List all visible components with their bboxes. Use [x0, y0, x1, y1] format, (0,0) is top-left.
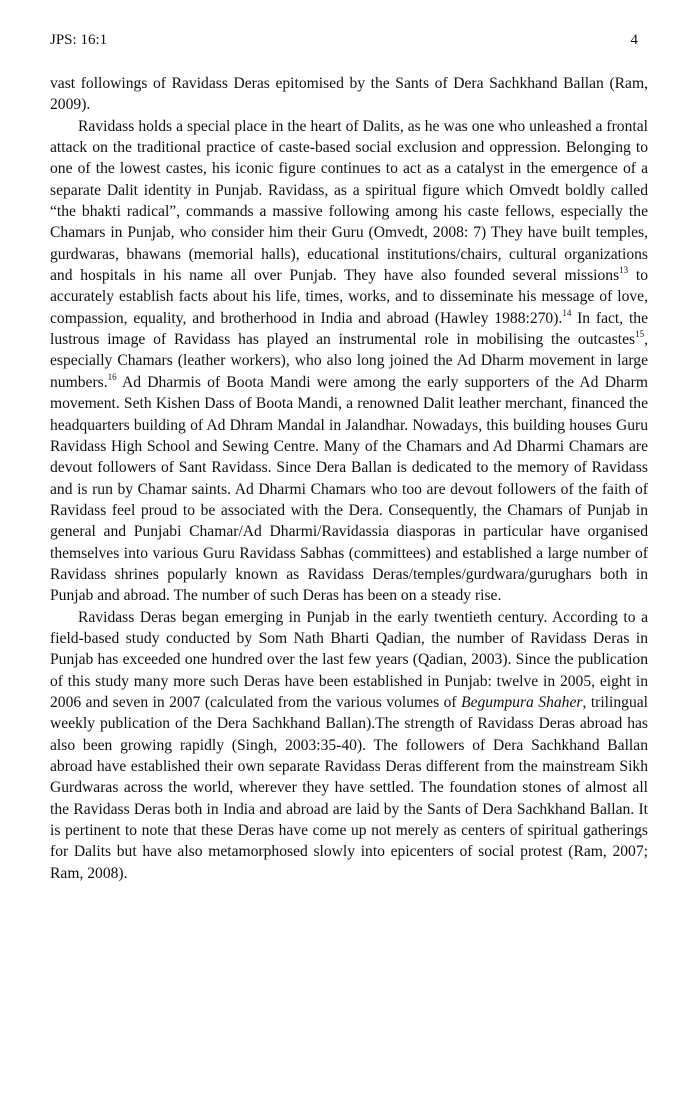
paragraph-text: to accurately establish facts about his life, times, works, and to disseminate his message of love, compassion, equality, and brotherhood in India and abroad (Hawley 1988:270).: [50, 267, 649, 327]
paragraph-text: , trilingual weekly publication of the Dera Sachkhand Ballan).The strength of Ravidass Deras abroad has also been growing rapidly (Singh, 2003:35-40). The followers of Dera Sachkhand Ballan abroad have established their own separate Ravidass Deras different from the mainstream Sikh Gurdwaras across the world, wherever they have settled. The foundation stones of almost all the Ravidass Deras both in India and abroad are laid by the Sants of Dera Sachkhand Ballan. It is pertinent to note that these Deras have come up not merely as centers of spiritual gatherings for Dalits but have also metamorphosed slowly into epicenters of social protest (Ram, 2007; Ram, 2008).: [50, 693, 648, 882]
article-body: [50, 73, 648, 884]
paragraph-text: , especially Chamars (leather workers), who also long joined the Ad Dharm movement in large numbers.: [50, 331, 648, 391]
footnote-reference: 16: [107, 371, 117, 382]
paragraph-text: Ravidass holds a special place in the heart of Dalits, as he was one who unleashed a frontal attack on the traditional practice of caste-based social exclusion and oppression. Belonging to one of the lowest castes, his iconic figure continues to act as a catalyst in the emergence of a separate Dalit identity in Punjab. Ravidass, as a spiritual figure which Omvedt boldly called “the bhakti radical”, commands a massive following among his caste fellows, especially the Chamars in Punjab, who consider him their Guru (Omvedt, 2008: 7) They have built temples, gurdwaras, bhawans (memorial halls), educational institutions/chairs, cultural organizations and hospitals in his name all over Punjab. They have also founded several missions: [50, 117, 648, 285]
page-number: 4: [630, 32, 638, 48]
paragraph-text: vast followings of Ravidass Deras epitomised by the Sants of Dera Sachkhand Ballan (Ram, 2009).: [50, 75, 648, 114]
footnote-reference: 15: [635, 329, 645, 340]
paragraph-text: Ad Dharmis of Boota Mandi were among the early supporters of the Ad Dharm movement. Seth Kishen Dass of Boota Mandi, a renowned Dalit leather merchant, financed the headquarters building of Ad Dhram Mandal in Jalandhar. Nowadays, this building houses Guru Ravidass High School and Sewing Centre. Many of the Chamars and Ad Dharmi Chamars are devout followers of Sant Ravidass. Since Dera Ballan is dedicated to the memory of Ravidass and is run by Chamar saints. Ad Dharmi Chamars who too are devout followers of the faith of Ravidass feel proud to be associated with the Dera. Consequently, the Chamars of Punjab in general and Punjabi Chamar/Ad Dharmi/Ravidassia diasporas in particular have organised themselves into various Guru Ravidass Sabhas (committees) and established a large number of Ravidass shrines popularly known as Ravidass Deras/temples/gurdwara/gurughars both in Punjab and abroad. The number of such Deras has been on a steady rise.: [50, 373, 648, 605]
footnote-reference: 13: [619, 265, 629, 276]
paragraph-text: In fact, the lustrous image of Ravidass has played an instrumental role in mobilising the outcastes: [50, 309, 648, 349]
publication-title: Begumpura Shaher: [461, 693, 583, 711]
running-header: [50, 32, 638, 52]
paragraph-text: Ravidass Deras began emerging in Punjab in the early twentieth century. According to a field-based study conducted by Som Nath Bharti Qadian, the number of Ravidass Deras in Punjab has exceeded one hundred over the last few years (Qadian, 2003). Since the publication of this study many more such Deras have been established in Punjab: twelve in 2005, eight in 2006 and seven in 2007 (calculated from the various volumes of: [50, 608, 648, 711]
journal-reference: JPS: 16:1: [50, 32, 108, 48]
body-paragraph: [50, 73, 648, 116]
footnote-reference: 14: [562, 307, 572, 318]
body-paragraph: [50, 116, 648, 607]
body-paragraph: [50, 607, 648, 884]
